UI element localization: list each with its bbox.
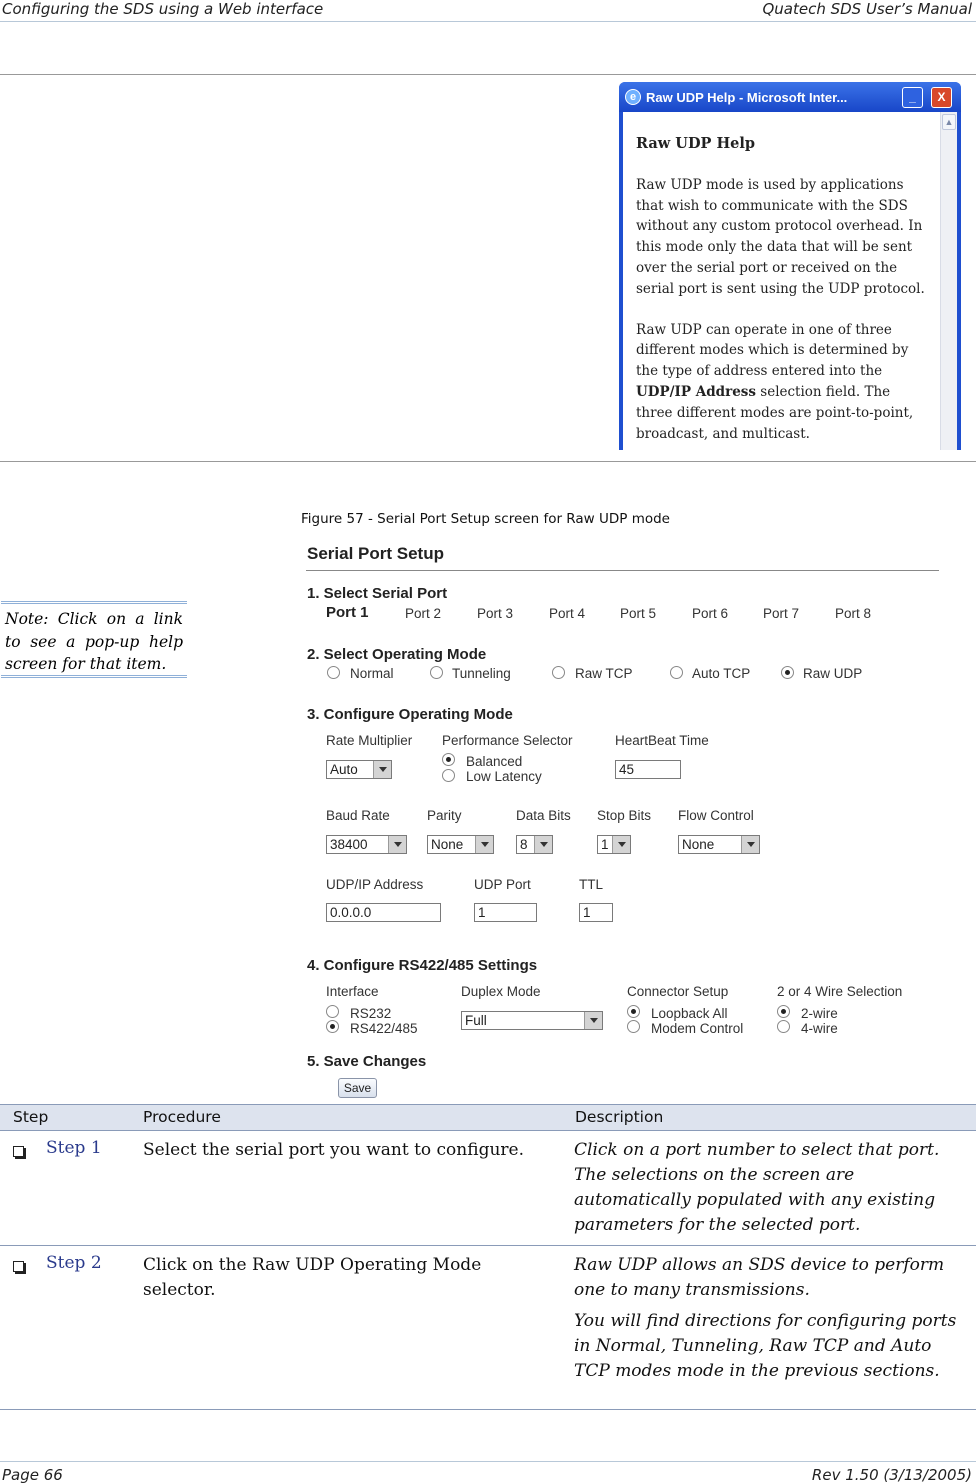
divider bbox=[0, 461, 976, 462]
udp-ip-address-input[interactable]: 0.0.0.0 bbox=[326, 903, 441, 922]
header-manual-title: Quatech SDS User’s Manual bbox=[762, 0, 972, 18]
description-text: Click on a port number to select that port. The selections on the screen are automatically populated with any existing parameters for the selected port. bbox=[574, 1140, 940, 1235]
browser-icon: e bbox=[625, 89, 641, 105]
serial-port-setup-form bbox=[300, 538, 945, 1104]
interface-option-label: RS422/485 bbox=[350, 1021, 418, 1036]
mode-auto-tcp-radio[interactable] bbox=[670, 666, 683, 679]
description-text: Raw UDP allows an SDS device to perform one to many transmissions. You will find directions for configuring ports in Normal, Tunneling, Raw TCP and Auto TCP modes mode in the previous sections. bbox=[574, 1255, 957, 1381]
section-rs422-settings: 4. Configure RS422/485 Settings bbox=[307, 957, 538, 974]
header-section-title: Configuring the SDS using a Web interface bbox=[2, 0, 324, 18]
section-save: 5. Save Changes bbox=[307, 1053, 427, 1070]
divider bbox=[0, 74, 976, 75]
mode-tunneling-radio[interactable] bbox=[430, 666, 443, 679]
save-button[interactable]: Save bbox=[338, 1078, 377, 1098]
mode-normal-radio[interactable] bbox=[327, 666, 340, 679]
popup-scrollbar[interactable] bbox=[940, 112, 957, 450]
rate-multiplier-select[interactable]: Auto bbox=[326, 760, 392, 779]
flow-control-select[interactable]: None bbox=[678, 835, 760, 854]
interface-option-label: RS232 bbox=[350, 1006, 392, 1021]
port-link[interactable]: Port 8 bbox=[835, 606, 872, 621]
mode-label: Raw TCP bbox=[575, 666, 633, 681]
popup-title: Raw UDP Help - Microsoft Inter... bbox=[646, 90, 848, 105]
mode-label: Raw UDP bbox=[803, 666, 863, 681]
udp-port-input[interactable]: 1 bbox=[474, 903, 537, 922]
connector-setup-link[interactable]: Connector Setup bbox=[627, 984, 729, 999]
popup-titlebar[interactable] bbox=[619, 82, 961, 112]
perf-option-label: Low Latency bbox=[466, 769, 542, 784]
side-note: Note: Click on a link to see a pop-up help screen for that item. bbox=[1, 601, 187, 678]
raw-udp-help-window bbox=[619, 82, 961, 450]
revision: Rev 1.50 (3/13/2005) bbox=[811, 1466, 972, 1484]
interface-link[interactable]: Interface bbox=[326, 984, 379, 999]
section-operating-mode: 2. Select Operating Mode bbox=[307, 646, 487, 663]
form-divider bbox=[306, 570, 939, 571]
procedure-text: Select the serial port you want to configure. bbox=[143, 1140, 525, 1160]
perf-option-label: Balanced bbox=[466, 754, 523, 769]
port-link[interactable]: Port 4 bbox=[549, 606, 586, 621]
checkbox-icon bbox=[13, 1146, 24, 1157]
wire-option-label: 4-wire bbox=[801, 1021, 838, 1036]
page-number: Page 66 bbox=[2, 1466, 63, 1484]
popup-content-area bbox=[623, 112, 957, 450]
minimize-button[interactable]: _ bbox=[902, 87, 923, 108]
conn-loopback-radio[interactable] bbox=[627, 1005, 640, 1018]
section-configure-mode: 3. Configure Operating Mode bbox=[307, 706, 513, 723]
ttl-input[interactable]: 1 bbox=[579, 903, 613, 922]
heartbeat-link[interactable]: HeartBeat Time bbox=[615, 733, 709, 748]
row-divider bbox=[0, 1409, 976, 1410]
table-header bbox=[0, 1104, 976, 1131]
conn-modem-radio[interactable] bbox=[627, 1020, 640, 1033]
mode-label: Tunneling bbox=[452, 666, 511, 681]
page-footer bbox=[0, 1461, 976, 1484]
port-link[interactable]: Port 7 bbox=[763, 606, 800, 621]
figure-caption: Figure 57 - Serial Port Setup screen for Raw UDP mode bbox=[301, 511, 670, 527]
perf-balanced-radio[interactable] bbox=[442, 753, 455, 766]
conn-option-label: Loopback All bbox=[651, 1006, 728, 1021]
udp-port-link[interactable]: UDP Port bbox=[474, 877, 531, 892]
page-header bbox=[0, 0, 976, 22]
duplex-mode-select[interactable]: Full bbox=[461, 1011, 603, 1030]
scroll-up-icon[interactable]: ▲ bbox=[942, 114, 956, 130]
port-link[interactable]: Port 6 bbox=[692, 606, 729, 621]
ttl-link[interactable]: TTL bbox=[579, 877, 604, 892]
baud-rate-link[interactable]: Baud Rate bbox=[326, 808, 390, 823]
data-bits-link[interactable]: Data Bits bbox=[516, 808, 571, 823]
mode-label: Auto TCP bbox=[692, 666, 751, 681]
stop-bits-link[interactable]: Stop Bits bbox=[597, 808, 652, 823]
conn-option-label: Modem Control bbox=[651, 1021, 744, 1036]
chevron-down-icon bbox=[612, 836, 630, 853]
wire-option-label: 2-wire bbox=[801, 1006, 838, 1021]
interface-rs422-radio[interactable] bbox=[326, 1020, 339, 1033]
data-bits-select[interactable]: 8 bbox=[516, 835, 553, 854]
parity-select[interactable]: None bbox=[427, 835, 494, 854]
stop-bits-select[interactable]: 1 bbox=[597, 835, 631, 854]
chevron-down-icon bbox=[534, 836, 552, 853]
heartbeat-input[interactable]: 45 bbox=[615, 760, 681, 779]
wire-4-radio[interactable] bbox=[777, 1020, 790, 1033]
flow-control-link[interactable]: Flow Control bbox=[678, 808, 754, 823]
port-link[interactable]: Port 5 bbox=[620, 606, 657, 621]
chevron-down-icon bbox=[373, 761, 391, 778]
wire-2-radio[interactable] bbox=[777, 1005, 790, 1018]
procedure-text: Click on the Raw UDP Operating Mode selector. bbox=[143, 1255, 482, 1300]
step-label: Step 1 bbox=[46, 1138, 102, 1158]
col-step: Step bbox=[13, 1108, 49, 1126]
port-link[interactable]: Port 2 bbox=[405, 606, 442, 621]
mode-raw-tcp-radio[interactable] bbox=[552, 666, 565, 679]
wire-selection-link[interactable]: 2 or 4 Wire Selection bbox=[777, 984, 903, 999]
mode-label: Normal bbox=[350, 666, 394, 681]
form-title: Serial Port Setup bbox=[307, 544, 444, 563]
step-label: Step 2 bbox=[46, 1253, 102, 1273]
help-paragraph-2: Raw UDP can operate in one of three different modes which is determined by the type of address entered into the UDP/IP Address selection field. The three different modes are point-to-point, broadcast, and multicast. bbox=[636, 321, 914, 442]
close-button[interactable]: X bbox=[931, 87, 952, 108]
mode-raw-udp-radio[interactable] bbox=[781, 666, 794, 679]
port-link[interactable]: Port 1 bbox=[326, 604, 369, 621]
parity-link[interactable]: Parity bbox=[427, 808, 462, 823]
col-procedure: Procedure bbox=[143, 1108, 221, 1126]
help-paragraph-1: Raw UDP mode is used by applications that wish to communicate with the SDS without any custom protocol overhead. In this mode only the data that will be sent over the serial port or received on the serial port is sent using the UDP protocol. bbox=[636, 176, 925, 297]
perf-low-latency-radio[interactable] bbox=[442, 769, 455, 782]
duplex-mode-link[interactable]: Duplex Mode bbox=[461, 984, 541, 999]
rate-multiplier-link[interactable]: Rate Multiplier bbox=[326, 733, 413, 748]
chevron-down-icon bbox=[475, 836, 493, 853]
port-link[interactable]: Port 3 bbox=[477, 606, 514, 621]
section-select-port: 1. Select Serial Port bbox=[307, 585, 448, 602]
chevron-down-icon bbox=[584, 1012, 602, 1029]
col-description: Description bbox=[575, 1108, 664, 1126]
chevron-down-icon bbox=[741, 836, 759, 853]
help-heading: Raw UDP Help bbox=[636, 135, 756, 152]
interface-rs232-radio[interactable] bbox=[326, 1005, 339, 1018]
performance-selector-link[interactable]: Performance Selector bbox=[442, 733, 573, 748]
row-divider bbox=[0, 1245, 976, 1246]
checkbox-icon bbox=[13, 1261, 24, 1272]
udp-ip-address-link[interactable]: UDP/IP Address bbox=[326, 877, 424, 892]
baud-rate-select[interactable]: 38400 bbox=[326, 835, 407, 854]
chevron-down-icon bbox=[388, 836, 406, 853]
